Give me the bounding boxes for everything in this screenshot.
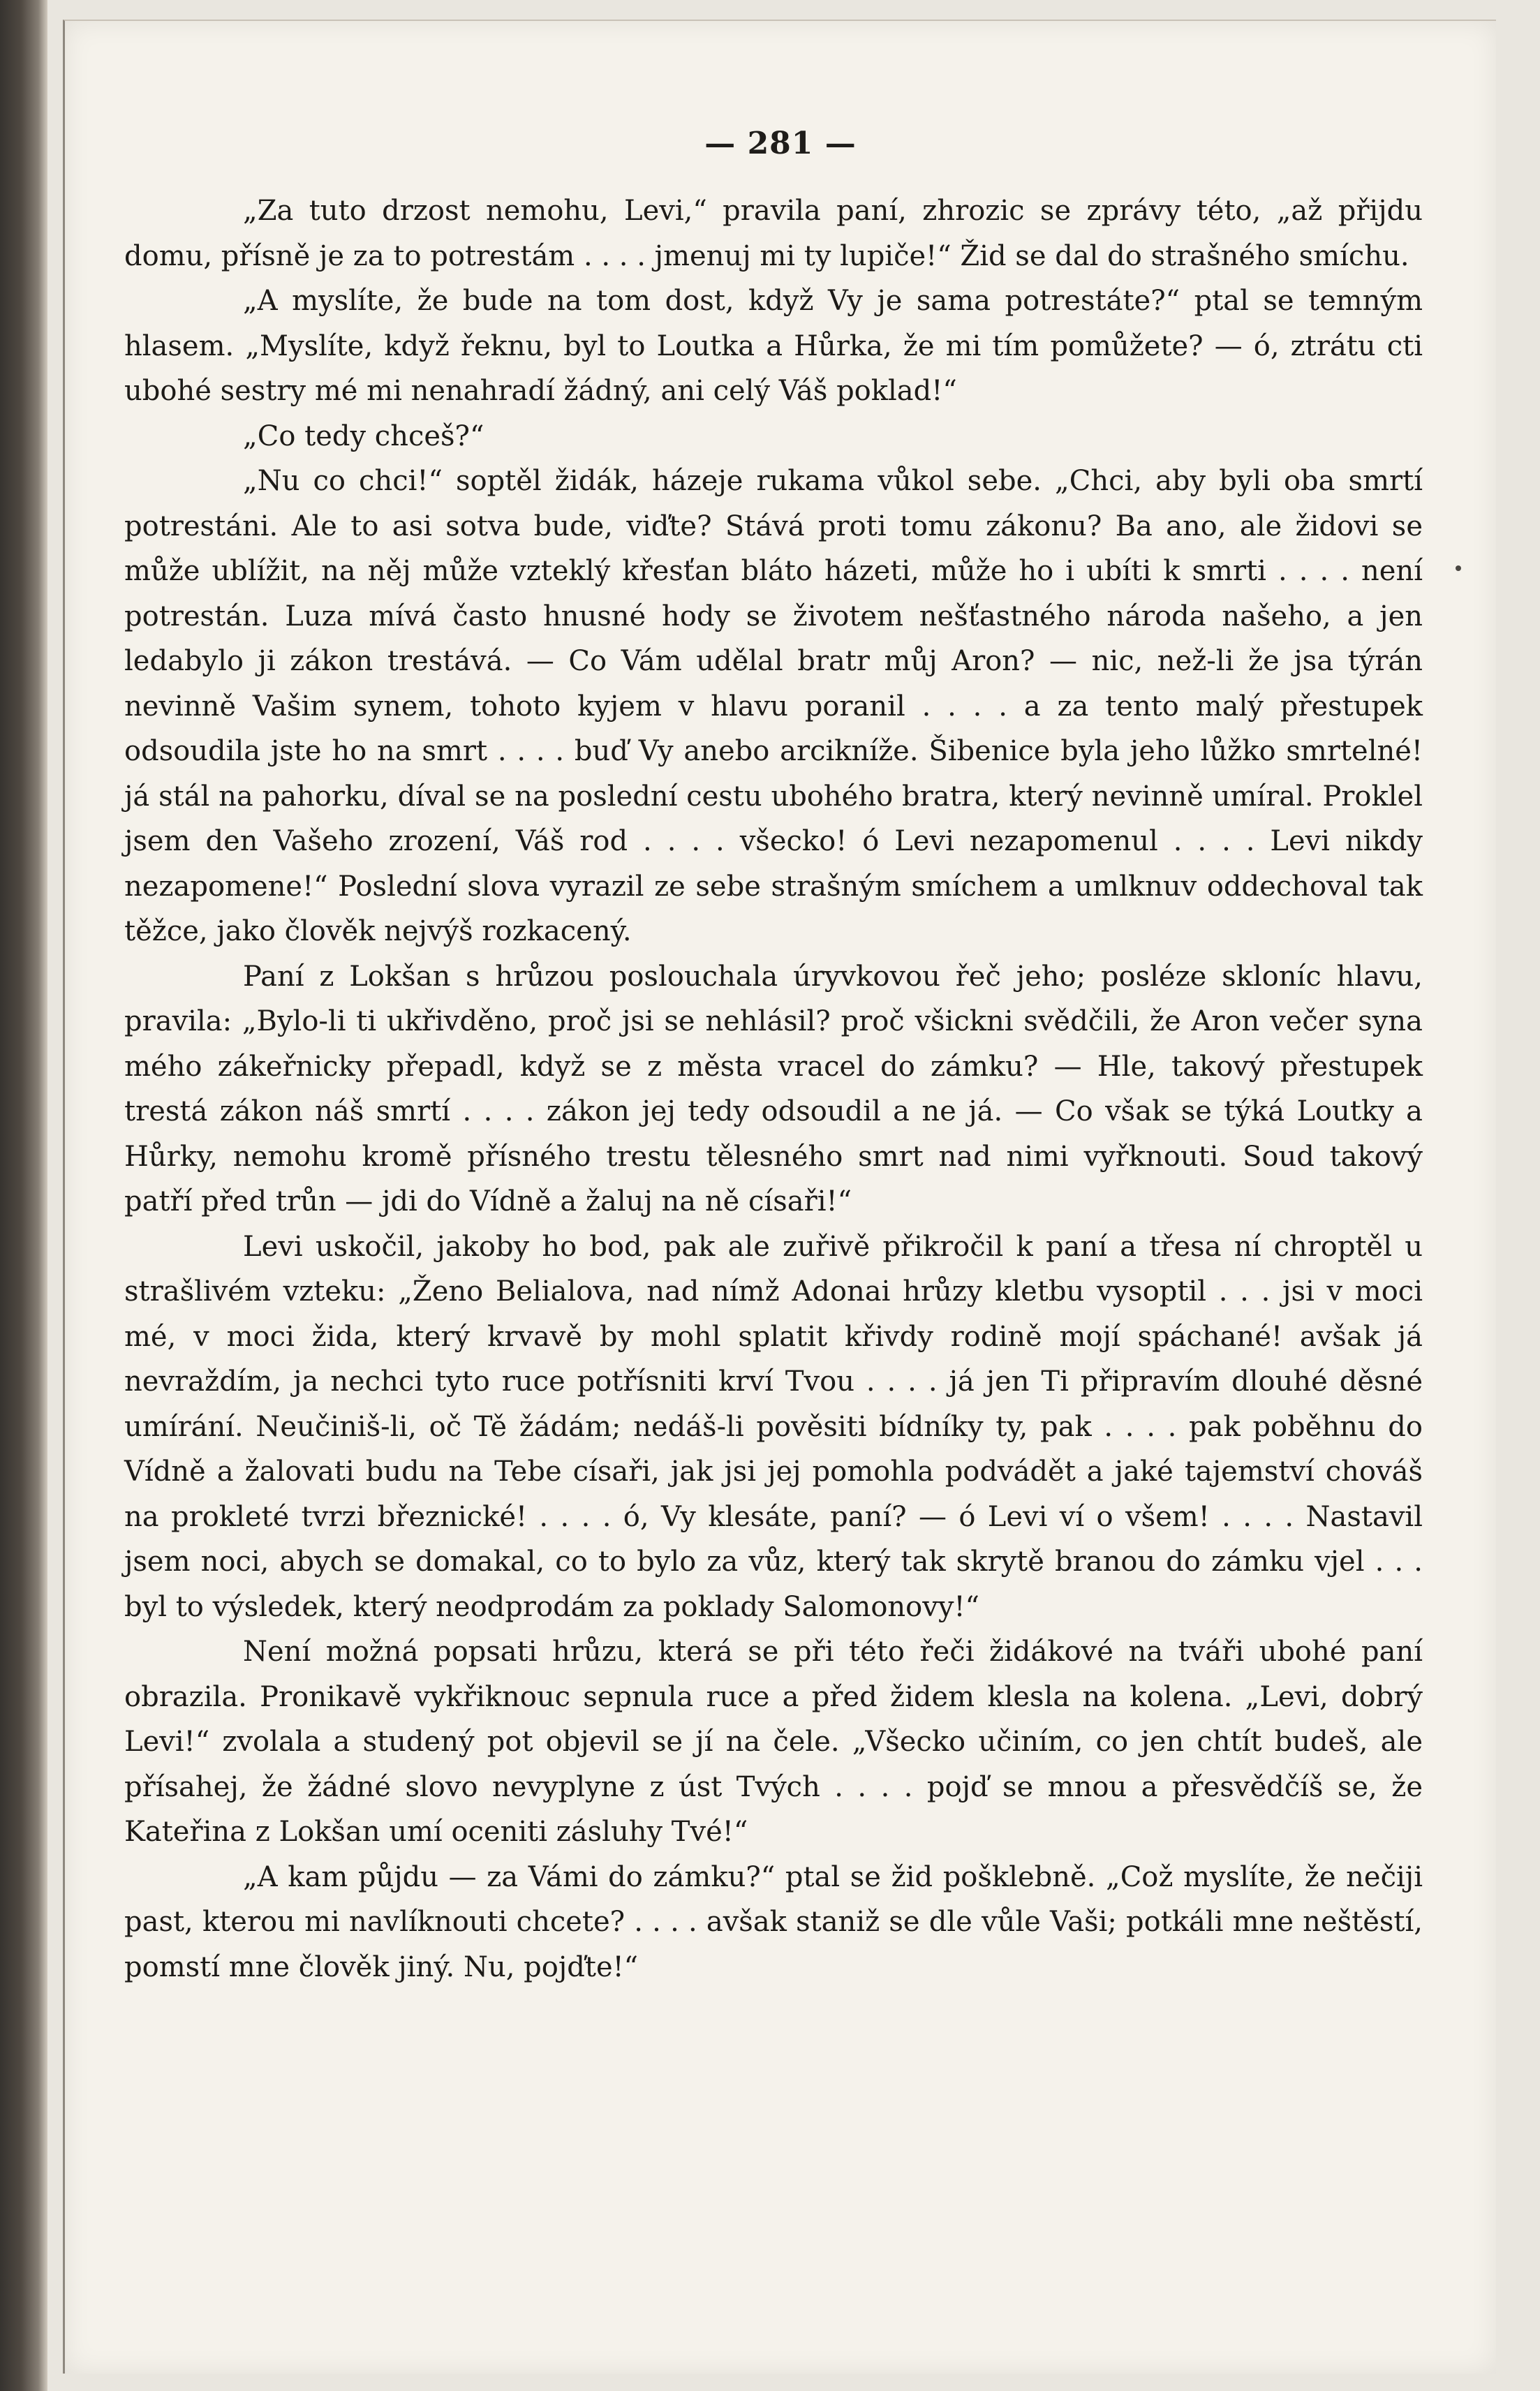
page-number: — 281 — [704,126,857,161]
book-page [63,20,1496,2374]
paragraph-5: Paní z Lokšan s hrůzou poslouchala úryvkovou řeč jeho; posléze skloníc hlavu, pravila: „Bylo-li ti ukřivděno, proč jsi se nehlásil? proč všickni svědčili, že Aron večer syna mého zákeřnicky přepadl, když se z města vracel do zámku? — Hle, takový přestupek trestá zákon náš smrtí . . . . zákon jej tedy odsoudil a ne já. — Co však se týká Loutky a Hůrky, nemohu kromě přísného trestu tělesného smrt nad nimi vyřknouti. Soud takový patří před trůn — jdi do Vídně a žaluj na ně císaři!“ [124,960,1423,1217]
paragraph-8: „A kam půjdu — za Vámi do zámku?“ ptal se žid pošklebně. „Což myslíte, že nečiji past, kterou mi navlíknouti chcete? . . . . avšak staniž se dle vůle Vaši; potkáli mne neštěstí, pomstí mne člověk jiný. Nu, pojďte!“ [124,1860,1423,1983]
print-speck [1456,565,1461,571]
paragraph-3: „Co tedy chceš?“ [243,420,484,452]
page-text [124,188,1423,1990]
paragraph-7: Není možná popsati hrůzu, která se při této řeči židákové na tváři ubohé paní obrazila. Pronikavě vykřiknouc sepnula ruce a před židem klesla na kolena. „Levi, dobrý Levi!“ zvolala a studený pot objevil se jí na čele. „Všecko učiním, co jen chtít budeš, ale přísahej, že žádné slovo nevyplyne z úst Tvých . . . . pojď se mnou a přesvědčíš se, že Kateřina z Lokšan umí oceniti zásluhy Tvé!“ [124,1636,1423,1848]
paragraph-2: „A myslíte, že bude na tom dost, když Vy je sama potrestáte?“ ptal se temným hlasem. „Myslíte, když řeknu, byl to Loutka a Hůrka, že mi tím pomůžete? — ó, ztrátu cti ubohé sestry mé mi nenahradí žádný, ani celý Váš poklad!“ [124,285,1423,407]
book-binding-edge [0,0,47,2391]
paragraph-1: „Za tuto drzost nemohu, Levi,“ pravila paní, zhrozic se zprávy této, „až přijdu domu, přísně je za to potrestám . . . . jmenuj mi ty lupiče!“ Žid se dal do strašného smíchu. [124,195,1423,272]
paragraph-6: Levi uskočil, jakoby ho bod, pak ale zuřivě přikročil k paní a třesa ní chroptěl u strašlivém vzteku: „Ženo Belialova, nad nímž Adonai hrůzy kletbu vysoptil . . . jsi v moci mé, v moci žida, který krvavě by mohl splatit křivdy rodině mojí spáchané! avšak já nevraždím, ja nechci tyto ruce potřísniti krví Tvou . . . . já jen Ti připravím dlouhé děsné umírání. Neučiniš-li, oč Tě žádám; nedáš-li pověsiti bídníky ty, pak . . . . pak poběhnu do Vídně a žalovati budu na Tebe císaři, jak jsi jej pomohla podvádět a jaké tajemství chováš na prokleté tvrzi březnické! . . . . ó, Vy klesáte, paní? — ó Levi ví o všem! . . . . Nastavil jsem noci, abych se domakal, co to bylo za vůz, který tak skrytě branou do zámku vjel . . . byl to výsledek, který neodprodám za poklady Salomonovy!“ [124,1230,1423,1623]
paragraph-4: „Nu co chci!“ soptěl židák, házeje rukama vůkol sebe. „Chci, aby byli oba smrtí potrestáni. Ale to asi sotva bude, viďte? Stává proti tomu zákonu? Ba ano, ale židovi se může ublížit, na něj může vzteklý křesťan bláto házeti, může ho i ubíti k smrti . . . . není potrestán. Luza mívá často hnusné hody se životem nešťastného národa našeho, a jen ledabylo ji zákon trestává. — Co Vám udělal bratr můj Aron? — nic, než-li že jsa týrán nevinně Vašim synem, tohoto kyjem v hlavu poranil . . . . a za tento malý přestupek odsoudila jste ho na smrt . . . . buď Vy anebo arcikníže. Šibenice byla jeho lůžko smrtelné! já stál na pahorku, díval se na poslední cestu ubohého bratra, který nevinně umíral. Proklel jsem den Vašeho zrození, Váš rod . . . . všecko! ó Levi nezapomenul . . . . Levi nikdy nezapomene!“ Poslední slova vyrazil ze sebe strašným smíchem a umlknuv oddechoval tak těžce, jako člověk nejvýš rozkacený. [124,465,1423,947]
